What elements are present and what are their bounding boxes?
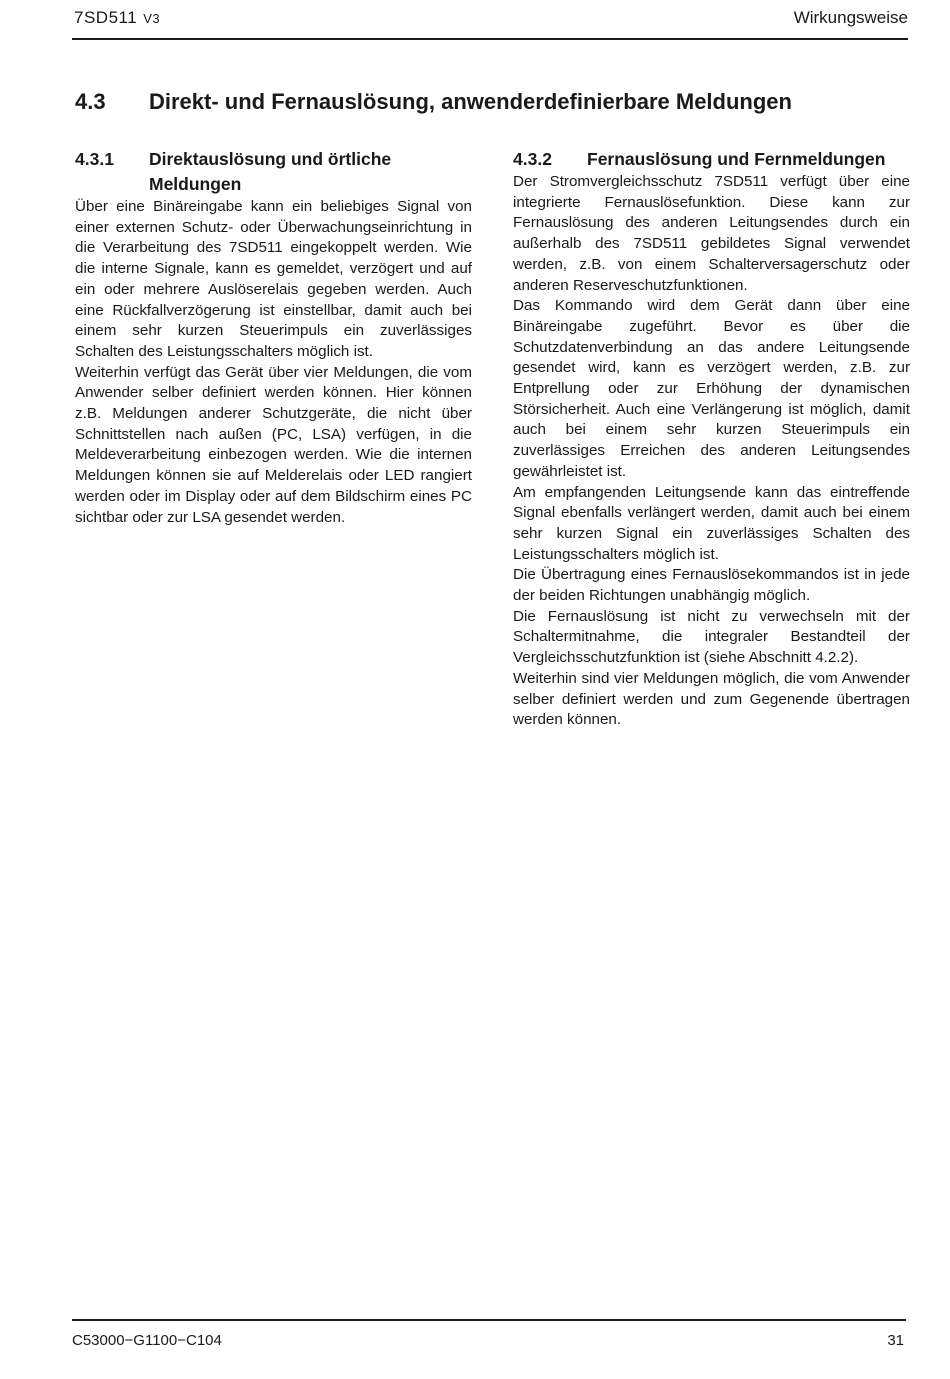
right-column <box>513 147 910 731</box>
model-label: 7SD511 <box>74 8 138 27</box>
paragraph: Die Fernauslösung ist nicht zu verwechseln mit der Schaltermitnahme, die integraler Bestandteil der Vergleichsschutzfunktion ist (siehe Abschnitt 4.2.2). <box>513 607 910 667</box>
version-label: V3 <box>143 11 161 26</box>
paragraph: Das Kommando wird dem Gerät dann über eine Binäreingabe zugeführt. Bevor es über die Schutzdatenverbindung an das andere Leitungsende gesendet wird, kann es verzögert werden, z.B. zur Entprellung oder zur Erhöhung der dynamischen Störsicherheit. Auch eine Verlängerung ist möglich, damit auch bei einem sehr kurzen Steuerimpuls ein zuverlässiges Erreichen des anderen Leitungsendes gewährleistet ist. <box>513 297 910 480</box>
page-number: 31 <box>887 1332 904 1349</box>
section-heading <box>75 89 792 115</box>
header-divider <box>72 38 908 40</box>
paragraph: Am empfangenden Leitungsende kann das eintreffende Signal ebenfalls verlängert werden, damit auch bei einem sehr kurzen Signal ein zuverlässiges Schalten des Leistungsschalters möglich ist. <box>513 483 910 563</box>
footer-divider <box>72 1319 906 1321</box>
left-column <box>75 147 472 528</box>
subsection-title: Fernauslösung und Fernmeldungen <box>587 149 886 169</box>
paragraph: Über eine Binäreingabe kann ein beliebiges Signal von einer externen Schutz- oder Überwachungseinrichtung in die Verarbeitung des 7SD511 eingekoppelt werden. Wie die interne Signale, kann es gemeldet, verzögert und auf ein oder mehrere Auslöserelais gegeben werden. Auch eine Rückfallverzögerung ist einstellbar, damit auch bei einem sehr kurzen Steuerimpuls ein zuverlässiges Schalten des Leistungsschalters möglich ist. <box>75 198 472 360</box>
paragraph: Weiterhin sind vier Meldungen möglich, die vom Anwender selber definiert werden und zum Gegenende übertragen werden können. <box>513 669 910 729</box>
subsection-heading-left <box>75 147 472 197</box>
subsection-number: 4.3.2 <box>513 149 552 169</box>
section-title: Direkt- und Fernauslösung, anwenderdefinierbare Meldungen <box>149 89 792 114</box>
paragraph: Der Stromvergleichsschutz 7SD511 verfügt über eine integrierte Fernauslösefunktion. Diese kann zur Fernauslösung des anderen Leitungsendes durch ein außerhalb des 7SD511 gebildetes Signal verwendet werden, z.B. von einem Schalterversagerschutz oder anderen Reserveschutzfunktionen. <box>513 173 910 294</box>
chapter-title: Wirkungsweise <box>793 8 908 27</box>
paragraph: Die Übertragung eines Fernauslösekommandos ist in jede der beiden Richtungen unabhängig möglich. <box>513 566 910 605</box>
document-model <box>74 8 160 28</box>
subsection-number: 4.3.1 <box>75 149 114 169</box>
section-number: 4.3 <box>75 89 106 114</box>
paragraph: Weiterhin verfügt das Gerät über vier Meldungen, die vom Anwender selber definiert werden können. Hier können z.B. Meldungen anderer Schutzgeräte, die nicht über Schnittstellen nach außen (PC, LSA) verfügen, in die Meldeverarbeitung einbezogen werden. Wie die internen Meldungen können sie auf Melderelais oder LED rangiert werden oder im Display oder auf dem Bildschirm eines PC sichtbar oder zur LSA gesendet werden. <box>75 363 472 526</box>
subsection-title: Direktauslösung und örtliche Meldungen <box>149 149 392 194</box>
order-code: C53000−G1100−C104 <box>72 1332 222 1349</box>
subsection-heading-right <box>513 147 910 172</box>
